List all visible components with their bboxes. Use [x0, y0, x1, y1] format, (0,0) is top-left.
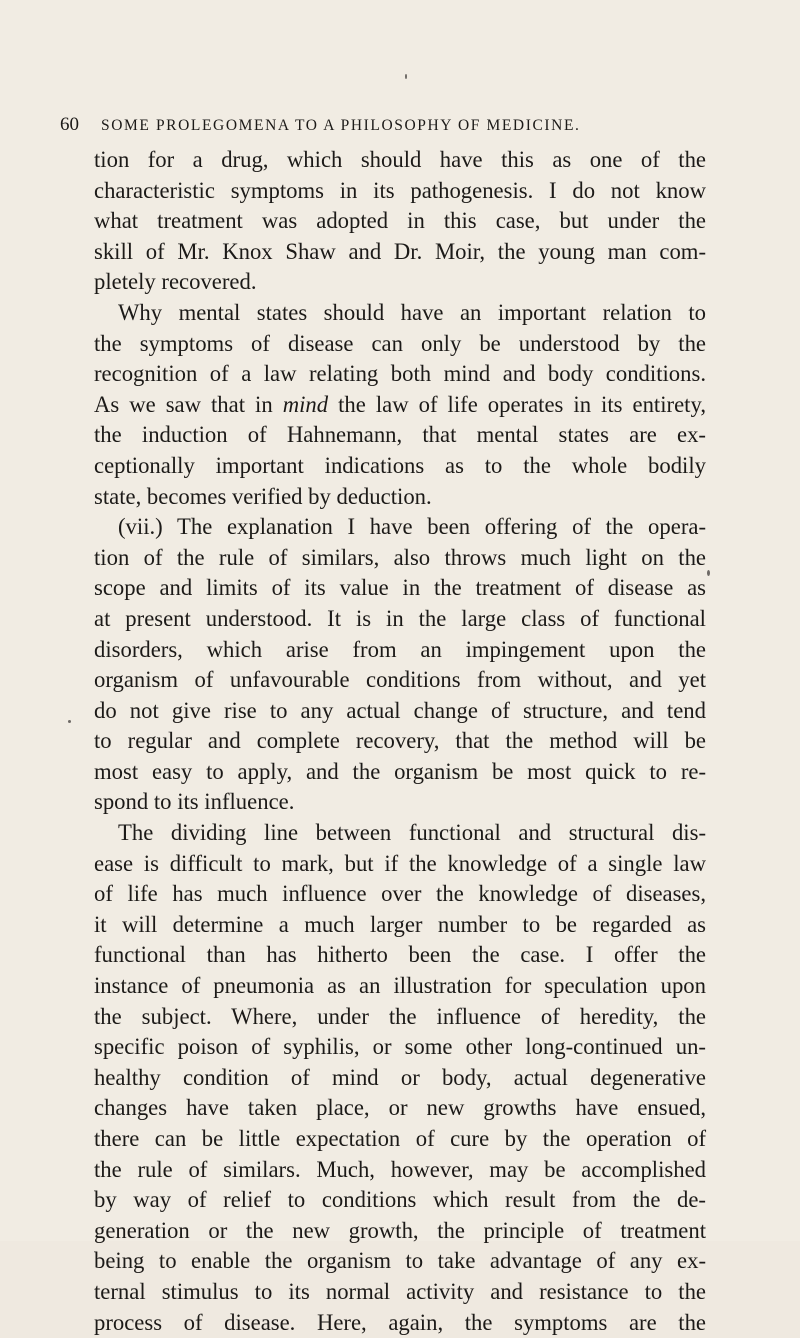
- text-line: [94, 787, 706, 818]
- text-line: [94, 390, 706, 421]
- line-text: ease is difficult to mark, but if the knowledge of a single law: [94, 850, 706, 876]
- text-line: [94, 145, 706, 176]
- line-text: skill of Mr. Knox Shaw and Dr. Moir, the young man com-: [94, 238, 706, 264]
- line-text: spond to its influence.: [94, 789, 295, 815]
- text-line: [94, 359, 706, 390]
- line-text: specific poison of syphilis, or some other long-continued un-: [94, 1034, 706, 1060]
- print-speck: [68, 720, 71, 723]
- line-text: instance of pneumonia as an illustration for speculation upon: [94, 973, 706, 999]
- line-text: recognition of a law relating both mind and body conditions.: [94, 361, 706, 387]
- text-line: [94, 910, 706, 941]
- text-line: [94, 1124, 706, 1155]
- emphasis-text: mind: [282, 391, 329, 417]
- text-line: [94, 1002, 706, 1033]
- text-line: [94, 267, 706, 298]
- text-line: [94, 298, 706, 329]
- line-text: functional than has hitherto been the case. I offer the: [94, 942, 706, 968]
- line-text: healthy condition of mind or body, actual degenerative: [94, 1064, 706, 1090]
- line-text: Why mental states should have an important relation to: [118, 299, 706, 325]
- line-text: (vii.) The explanation I have been offering of the opera-: [118, 514, 706, 540]
- line-text: generation or the new growth, the principle of treatment: [94, 1217, 706, 1243]
- text-line: [94, 1155, 706, 1186]
- text-line: [94, 879, 706, 910]
- running-title: SOME PROLEGOMENA TO A PHILOSOPHY OF MEDICINE.: [101, 117, 581, 134]
- line-text: at present understood. It is in the large class of functional: [94, 605, 706, 631]
- text-line: [94, 543, 706, 574]
- text-line: [94, 573, 706, 604]
- text-line: [94, 818, 706, 849]
- text-line: [94, 1063, 706, 1094]
- text-line: [94, 237, 706, 268]
- line-text: it will determine a much larger number to be regarded as: [94, 911, 706, 937]
- text-line: [94, 420, 706, 451]
- line-text: what treatment was adopted in this case, but under the: [94, 208, 706, 234]
- text-line: [94, 757, 706, 788]
- line-text: tion for a drug, which should have this as one of the: [94, 147, 706, 172]
- line-text: As we saw that in: [94, 391, 283, 417]
- line-text: tion of the rule of similars, also throws much light on the: [94, 544, 706, 570]
- text-line: [94, 635, 706, 666]
- line-text: by way of relief to conditions which result from the de-: [94, 1187, 706, 1213]
- text-line: [94, 1246, 706, 1277]
- line-text: disorders, which arise from an impingement upon the: [94, 636, 706, 662]
- text-line: [94, 512, 706, 543]
- line-text: ternal stimulus to its normal activity and resistance to the: [94, 1278, 706, 1304]
- text-line: [94, 451, 706, 482]
- text-line: [94, 1308, 706, 1338]
- text-line: [94, 1032, 706, 1063]
- print-speck: [707, 570, 710, 576]
- text-line: [94, 1216, 706, 1247]
- text-line: [94, 604, 706, 635]
- line-text: being to enable the organism to take advantage of any ex-: [94, 1248, 706, 1274]
- text-line: [94, 849, 706, 880]
- text-line: [94, 206, 706, 237]
- text-line: [94, 665, 706, 696]
- page-header: [60, 114, 720, 140]
- text-line: [94, 971, 706, 1002]
- line-text: organism of unfavourable conditions from without, and yet: [94, 667, 706, 693]
- text-line: [94, 1093, 706, 1124]
- text-line: [94, 482, 706, 513]
- line-text: characteristic symptoms in its pathogenesis. I do not know: [94, 177, 706, 203]
- line-text: the rule of similars. Much, however, may be accomplished: [94, 1156, 706, 1182]
- text-line: [94, 940, 706, 971]
- line-text: ceptionally important indications as to the whole bodily: [94, 452, 706, 478]
- text-line: [94, 696, 706, 727]
- line-text: the subject. Where, under the influence of heredity, the: [94, 1003, 706, 1029]
- line-text: state, becomes verified by deduction.: [94, 483, 432, 509]
- page-number: 60: [60, 114, 79, 135]
- print-speck: [405, 74, 407, 79]
- line-text: the induction of Hahnemann, that mental states are ex-: [94, 422, 706, 448]
- text-line: [94, 329, 706, 360]
- body-text: [94, 145, 706, 1338]
- line-text: changes have taken place, or new growths have ensued,: [94, 1095, 706, 1121]
- line-text: there can be little expectation of cure by the operation of: [94, 1126, 706, 1151]
- line-text: the symptoms of disease can only be understood by the: [94, 330, 706, 356]
- text-line: [94, 1185, 706, 1216]
- line-text: most easy to apply, and the organism be most quick to re-: [94, 758, 706, 784]
- line-text: process of disease. Here, again, the symptoms are the: [94, 1309, 706, 1335]
- line-text: do not give rise to any actual change of structure, and tend: [94, 697, 706, 723]
- line-text: pletely recovered.: [94, 269, 257, 295]
- line-text: of life has much influence over the knowledge of diseases,: [94, 881, 706, 907]
- line-text: The dividing line between functional and structural dis-: [118, 820, 706, 846]
- text-line: [94, 726, 706, 757]
- line-text: scope and limits of its value in the treatment of disease as: [94, 575, 706, 601]
- line-text: the law of life operates in its entirety,: [328, 391, 706, 417]
- text-line: [94, 1277, 706, 1308]
- text-line: [94, 176, 706, 207]
- line-text: to regular and complete recovery, that the method will be: [94, 728, 706, 754]
